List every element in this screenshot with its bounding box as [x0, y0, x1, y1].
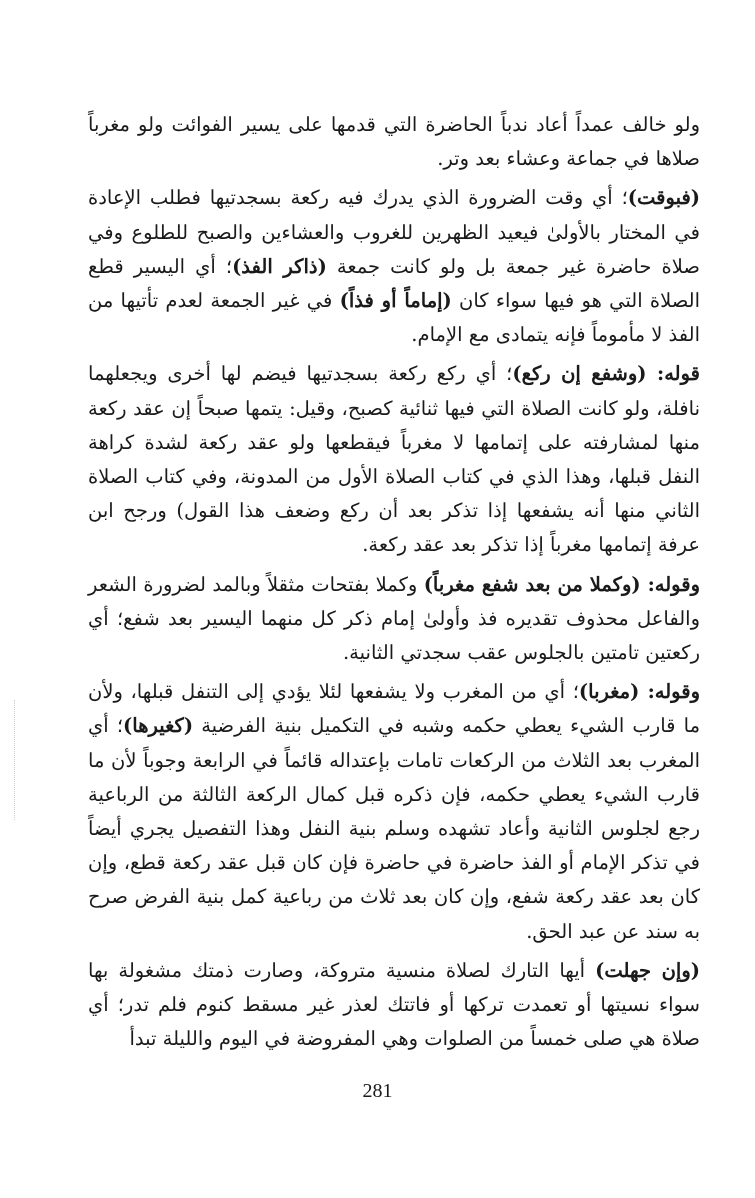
text-run: ؛ أي وقت الضرورة الذي يدرك فيه ركعة بسجدتيها فطلب الإعادة في المختار بالأولىٰ فيعيد الظهرين للغروب والعشاءين والصبح للطلوع وفي صلاة حاضرة غير جمعة بل ولو كانت جمعة — [88, 186, 700, 278]
bold-phrase: (إماماً أو فذاً) — [339, 289, 452, 313]
bold-phrase: وقوله: — [640, 572, 700, 596]
bold-phrase: (كغيرها) — [123, 714, 194, 738]
paragraph — [88, 954, 700, 1057]
page-number: 281 — [362, 1080, 393, 1102]
body-text — [88, 108, 700, 1061]
text-run: ؛ أي اليسير قطع الصلاة التي هو فيها سواء كان — [88, 254, 700, 313]
text-run: في غير الجمعة لعدم تأتيها من الفذ لا مأموماً فإنه يتمادى مع الإمام. — [88, 289, 700, 347]
text-run: أيها التارك لصلاة منسية متروكة، وصارت ذمتك مشغولة بها سواء نسيتها أو تعمدت تركها أو فاتتك لعذر غير مسقط كنوم فلم تدر؛ أي صلاة هي صلى خمساً من الصلوات وهي المفروضة في اليوم والليلة تبدأ — [88, 958, 700, 1051]
paragraph — [88, 181, 700, 352]
bold-phrase: (مغربا) — [578, 680, 640, 704]
text-run: ؛ أي المغرب بعد الثلاث من الركعات تامات بإعتداله قائماً في الرابعة وجوباً لأن ما قارب الشيء يعطي حكمه، فإن ذكره قبل كمال الركعة الثالثة من الرباعية رجع لجلوس الثانية وأعاد تشهده وسلم بنية النفل وهذا التفصيل يجري أيضاً في تذكر الإمام أو الفذ حاضرة في حاضرة فإن كان قبل عقد ركعة قطع، وإن كان بعد عقد ركعة شفع، وإن كان بعد ثلاث من رباعية كمل بنية الفرض صرح به سند عن عبد الحق. — [88, 714, 700, 943]
paragraph — [88, 568, 700, 671]
bold-phrase: (وكملا من بعد شفع مغرباً) — [423, 572, 641, 596]
bold-phrase: (فبوقت) — [627, 186, 700, 210]
bold-phrase: (ذاكر الفذ) — [232, 254, 327, 278]
bold-phrase: (وإن جهلت) — [595, 958, 700, 982]
bold-phrase: وقوله: — [639, 680, 700, 704]
text-run: ولو خالف عمداً أعاد ندباً الحاضرة التي قدمها على يسير الفوائت ولو مغرباً صلاها في جماعة وعشاء بعد وتر. — [88, 113, 700, 171]
paragraph — [88, 357, 700, 562]
bold-phrase: قوله: — [646, 362, 700, 386]
text-run: ؛ أي ركع ركعة بسجدتيها فيضم لها أخرى ويجعلهما نافلة، ولو كانت الصلاة التي فيها ثنائية كصبح، وقيل: يتمها صبحاً إن عقد ركعة منها لمشارفته على إتمامها لا مغرباً فيقطعها ولو عقد ركعة لشدة كراهة النفل قبلها، وهذا الذي في كتاب الصلاة الأول من المدونة، وفي كتاب الصلاة الثاني منها أنه يشفعها إذا تذكر بعد أن ركع وضعف هذا القول) ورجح ابن عرفة إتمامها مغرباً إذا تذكر بعد عقد ركعة. — [88, 362, 700, 557]
text-run: وكملا بفتحات مثقلاً وبالمد لضرورة الشعر والفاعل محذوف تقديره فذ وأولىٰ إمام ذكر كل منهما اليسير بعد شفع؛ أي ركعتين تامتين بالجلوس عقب سجدتي الثانية. — [88, 572, 700, 665]
text-run: ؛ أي من المغرب ولا يشفعها لئلا يؤدي إلى التنفل قبلها، ولأن ما قارب الشيء يعطي حكمه وشبه في التكميل بنية الفرضية — [88, 680, 701, 738]
paragraph — [88, 675, 700, 949]
paragraph — [88, 108, 700, 176]
margin-mark — [14, 700, 17, 820]
bold-phrase: (وشفع إن ركع) — [512, 362, 647, 386]
